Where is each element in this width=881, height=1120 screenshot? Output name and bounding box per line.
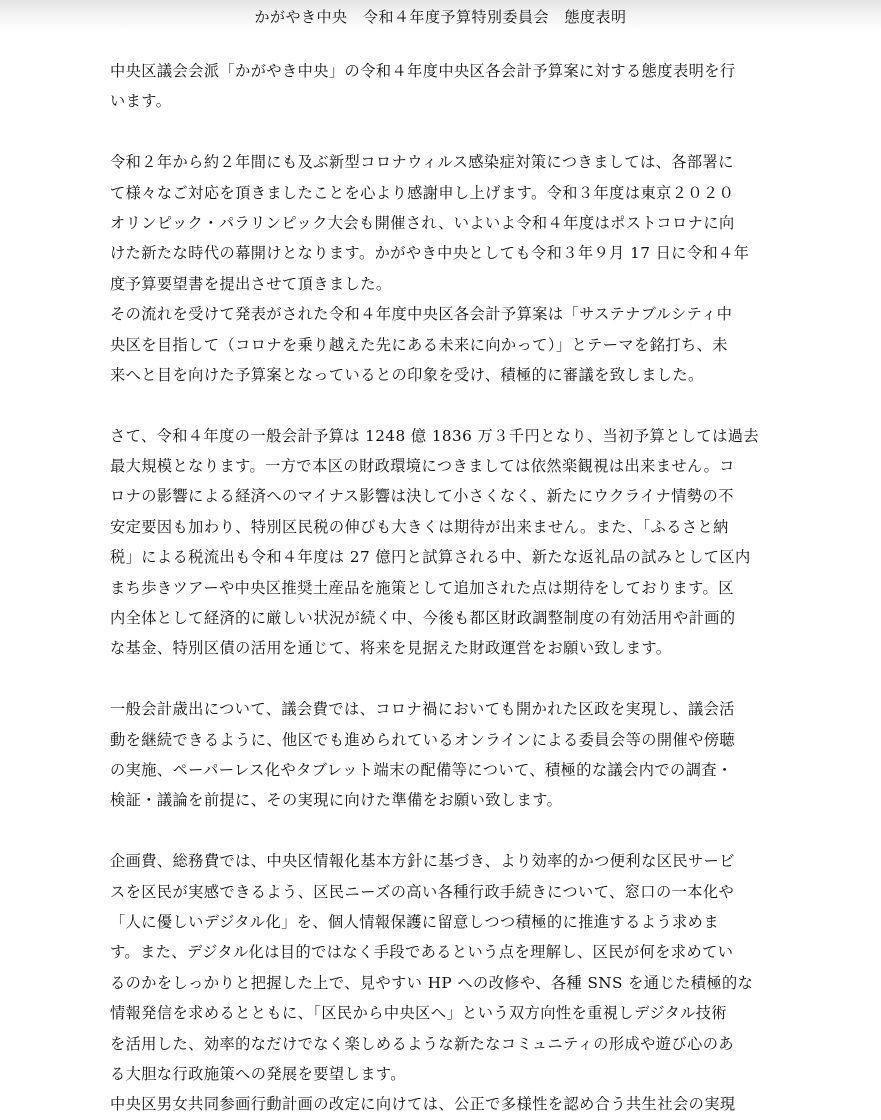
paragraph-gap bbox=[110, 816, 770, 846]
text-line: を活用した、効率的なだけでなく楽しめるような新たなコミュニティの形成や遊び心のあ bbox=[110, 1034, 734, 1053]
text-line: さて、令和４年度の一般会計予算は 1248 億 1836 万３千円となり、当初予算としては過去 bbox=[110, 426, 760, 445]
text-line: る大胆な行政施策への発展を要望します。 bbox=[110, 1064, 406, 1083]
text-line: 内全体として経済的に厳しい状況が続く中、今後も都区財政調整制度の有効活用や計画的 bbox=[110, 609, 736, 628]
text-line: ロナの影響による経済へのマイナス影響は決して小さくなく、新たにウクライナ情勢の不 bbox=[110, 487, 734, 506]
text-line: スを区民が実感できるよう、区民ニーズの高い各種行政手続きについて、窓口の一本化や bbox=[110, 882, 735, 901]
text-line: 検証・議論を前提に、その実現に向けた準備をお願い致します。 bbox=[110, 791, 563, 810]
text-line: て様々なご対応を頂きましたことを心より感謝申し上げます。令和３年度は東京２０２０ bbox=[110, 183, 735, 202]
text-line: その流れを受けて発表がされた令和４年度中央区各会計予算案は「サステナブルシティ中 bbox=[110, 305, 733, 324]
text-line: 企画費、総務費では、中央区情報化基本方針に基づき、より効率的かつ便利な区民サービ bbox=[110, 852, 735, 871]
text-line: けた新たな時代の幕開けとなります。かがやき中央としても令和３年９月 17 日に令和４年 bbox=[110, 244, 750, 263]
text-line: 度予算要望書を提出させて頂きました。 bbox=[110, 274, 392, 293]
text-line: 令和２年から約２年間にも及ぶ新型コロナウィルス感染症対策につきましては、各部署に bbox=[110, 153, 734, 172]
text-line: 中央区議会会派「かがやき中央」の令和４年度中央区各会計予算案に対する態度表明を行 bbox=[110, 62, 736, 80]
text-line: オリンピック・パラリンピック大会も開催され、いよいよ令和４年度はポストコロナに向 bbox=[110, 213, 735, 232]
text-line: 来へと目を向けた予算案となっているとの印象を受け、積極的に審議を致しました。 bbox=[110, 365, 704, 384]
text-line: るのかをしっかりと把握した上で、見やすい HP への改修や、各種 SNS を通じた積極的な bbox=[110, 973, 754, 992]
text-line: 一般会計歳出について、議会費では、コロナ禍においても開かれた区政を実現し、議会活 bbox=[110, 700, 735, 719]
text-line: 「人に優しいデジタル化」を、個人情報保護に留意しつつ積極的に推進するよう求めま bbox=[110, 912, 719, 931]
text-line: 最大規模となります。一方で本区の財政環境につきましては依然楽観視は出来ません。コ bbox=[110, 457, 735, 476]
paragraph-gap bbox=[110, 117, 770, 147]
text-line: まち歩きツアーや中央区推奨土産品を施策として追加された点は期待をしております。区 bbox=[110, 578, 734, 597]
paragraph-gap bbox=[110, 664, 770, 694]
text-line: 央区を目指して（コロナを乗り越えた先にある未来に向かって）」とテーマを銘打ち、未 bbox=[110, 335, 728, 354]
text-line: います。 bbox=[110, 92, 172, 111]
text-line: 中央区男女共同参画行動計画の改定に向けては、公正で多様性を認め合う共生社会の実現 bbox=[110, 1095, 736, 1114]
document-title: かがやき中央 令和４年度予算特別委員会 態度表明 bbox=[254, 8, 627, 26]
text-line: す。また、デジタル化は目的ではなく手段であるという点を理解し、区民が何を求めてい bbox=[110, 943, 734, 962]
document-body bbox=[110, 56, 770, 1120]
text-line: 税」による税流出も令和４年度は 27 億円と試算される中、新たな返礼品の試みとして区内 bbox=[110, 548, 751, 567]
text-line: の実施、ペーパーレス化やタブレット端末の配備等について、積極的な議会内での調査・ bbox=[110, 760, 733, 779]
text-line: な基金、特別区債の活用を通じて、将来を見据えた財政運営をお願い致します。 bbox=[110, 639, 672, 658]
paragraph-gap bbox=[110, 390, 770, 420]
text-line: 情報発信を求めるとともに、「区民から中央区へ」という双方向性を重視しデジタル技術 bbox=[110, 1004, 727, 1023]
text-line: 安定要因も加わり、特別区民税の伸びも大きくは期待が出来ません。また、「ふるさと納 bbox=[110, 517, 729, 536]
text-line: 動を継続できるように、他区でも進められているオンラインによる委員会等の開催や傍聴 bbox=[110, 730, 736, 749]
